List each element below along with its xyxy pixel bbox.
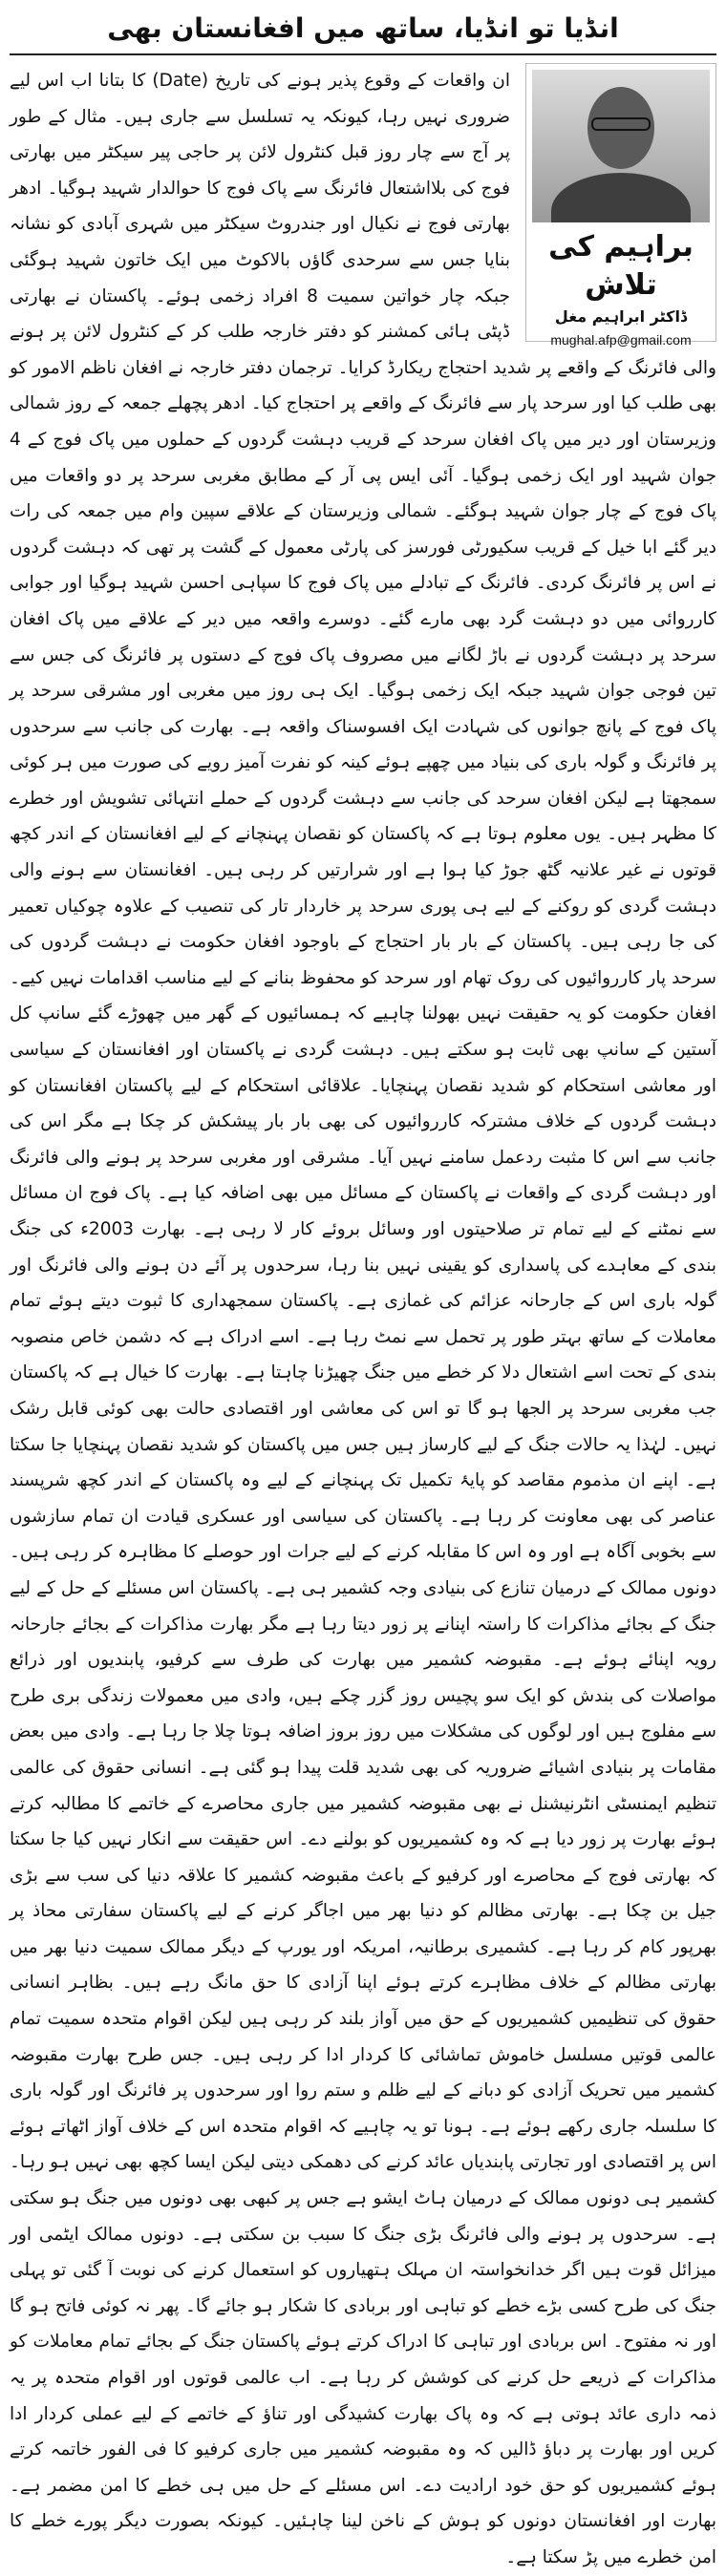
author-name: ڈاکٹر ابراہیم مغل — [554, 307, 688, 326]
author-email[interactable]: mughal.afp@gmail.com — [550, 332, 692, 348]
article-body: ان واقعات کے وقوع پذیر ہونے کی تاریخ (Date) کا بتانا اب اس لیے ضروری نہیں رہا، کیونکہ یہ تسلسل سے جاری ہیں۔ مثال کے طور پر آج سے چار روز قبل کنٹرول لائن پر حاجی پیر سیکٹر میں بھارتی فوج کی بلااشتعال فائرنگ سے پاک فوج کا حوالدار شہید ہوگیا۔ ادھر بھارتی فوج نے نکیال اور جندروٹ سیکٹر میں شہری آبادی کو نشانہ بنایا جس سے سرحدی گاؤں بالاکوٹ میں ایک خاتون شہید ہوگئی جبکہ چار خواتین سمیت 8 افراد زخمی ہوئے۔ پاکستان نے بھارتی ڈپٹی ہائی کمشنر کو دفتر خارجہ طلب کر کے کنٹرول لائن پر ہونے والی فائرنگ کے واقعے پر شدید احتجاج ریکارڈ کرایا۔ ترجمان دفتر خارجہ نے افغان ناظم الامور کو بھی طلب کیا اور سرحد پار سے فائرنگ کے واقعے پر احتجاج کیا۔ ادھر پچھلے جمعہ کے روز شمالی وزیرستان اور دیر میں پاک افغان سرحد کے قریب دہشت گردوں کے حملوں میں پاک فوج کے 4 جوان شہید اور ایک زخمی ہوگیا۔ آئی ایس پی آر کے مطابق مغربی سرحد پر دو واقعات میں پاک فوج کے چار جوان شہید ہوگئے۔ شمالی وزیرستان کے علاقے سپین وام میں جمعہ کی رات دیر گئے ابا خیل کے قریب سکیورٹی فورسز کی پارٹی معمول کے گشت پر تھی کہ دہشت گردوں نے اس پر فائرنگ کردی۔ فائرنگ کے تبادلے میں پاک فوج کا سپاہی احسن شہید ہوگیا اور جوابی کارروائی میں دو دہشت گرد بھی مارے گئے۔ دوسرے واقعہ میں دیر کے علاقے میں پاک افغان سرحد پر دہشت گردوں نے باڑ لگانے میں مصروف پاک فوج کے دستوں پر فائرنگ کی جس سے تین فوجی جوان شہید جبکہ ایک زخمی ہوگیا۔ ایک ہی روز میں مغربی اور مشرقی سرحد پر پاک فوج کے پانچ جوانوں کی شہادت ایک افسوسناک واقعہ ہے۔ بھارت کی جانب سے سرحدوں پر فائرنگ و گولہ باری کی بنیاد میں چھپے ہوئے کینہ کو نفرت آمیز رویے کی صورت میں ہر کوئی سمجھتا ہے لیکن افغان سرحد کی جانب سے دہشت گردوں کے حملے انتہائی تشویش اور خطرے کا مظہر ہیں۔ یوں معلوم ہوتا ہے کہ پاکستان کو نقصان پہنچانے کے لیے افغانستان کے اندر کچھ قوتوں نے غیر علانیہ گٹھ جوڑ کیا ہوا ہے اور شرارتیں کر رہی ہیں۔ افغانستان سے ہونے والی دہشت گردی کو روکنے کے لیے ہی پوری سرحد پر خاردار تار کی تنصیب کے علاوہ چوکیاں تعمیر کی جا رہی ہیں۔ پاکستان کے بار بار احتجاج کے باوجود افغان حکومت نے دہشت گردوں کی سرحد پار کارروائیوں کی روک تھام اور سرحد کو محفوظ بنانے کے لیے مناسب اقدامات نہیں کیے۔ افغان حکومت کو یہ حقیقت نہیں بھولنا چاہیے کہ ہمسائیوں کے گھر میں چھوڑے گئے سانپ کل آستین کے سانپ بھی ثابت ہو سکتے ہیں۔ دہشت گردی نے پاکستان اور افغانستان کے سیاسی اور معاشی استحکام کو شدید نقصان پہنچایا۔ علاقائی استحکام کے لیے پاکستان افغانستان کو دہشت گردوں کے خلاف مشترکہ کارروائیوں کی بھی بار بار پیشکش کر چکا ہے مگر اس کی جانب سے اس کا مثبت ردعمل سامنے نہیں آیا۔ مشرقی اور مغربی سرحد پر ہونے والی فائرنگ اور دہشت گردی کے واقعات نے پاکستان کے مسائل میں بھی اضافہ کیا ہے۔ پاک فوج ان مسائل سے نمٹنے کے لیے تمام تر صلاحیتوں اور وسائل بروئے کار لا رہی ہے۔ بھارت 2003ء کی جنگ بندی کے معاہدے کی پاسداری کو یقینی نہیں بنا رہا، سرحدوں پر آئے دن ہونے والی فائرنگ اور گولہ باری اس کے جارحانہ عزائم کی غمازی ہے۔ پاکستان سمجھداری کا ثبوت دیتے ہوئے تمام معاملات کے ساتھ بہتر طور پر تحمل سے نمٹ رہا ہے۔ اسے ادراک ہے کہ دشمن خاص منصوبہ بندی کے تحت اسے اشتعال دلا کر خطے میں جنگ چھیڑنا چاہتا ہے۔ بھارت کا خیال ہے کہ پاکستان جب مغربی سرحد پر الجھا ہو گا تو اس کی معاشی اور اقتصادی حالت بھی کوئی قابل رشک نہیں۔ لہٰذا یہ حالات جنگ کے لیے کارساز ہیں جس میں پاکستان کو شدید نقصان پہنچایا جا سکتا ہے۔ اپنے ان مذموم مقاصد کو پایۂ تکمیل تک پہنچانے کے لیے وہ پاکستان کے اندر کچھ شرپسند عناصر کی بھی معاونت کر رہا ہے۔ پاکستان کی سیاسی اور عسکری قیادت ان تمام سازشوں سے بخوبی آگاہ ہے اور وہ اس کا مقابلہ کرنے کے لیے جرات اور حوصلے کا مظاہرہ کر رہی ہیں۔ دونوں ممالک کے درمیان تنازع کی بنیادی وجہ کشمیر ہی ہے۔ پاکستان اس مسئلے کے حل کے لیے جنگ کے بجائے مذاکرات کا راستہ اپنانے پر زور دیتا رہا ہے مگر بھارت مذاکرات کے بجائے جارحانہ رویہ اپنائے ہوئے ہے۔ مقبوضہ کشمیر میں بھارت کی طرف سے کرفیو، پابندیوں اور ذرائع مواصلات کی بندش کو ایک سو پچیس روز گزر چکے ہیں، وادی میں معمولات زندگی بری طرح سے مفلوج ہیں اور لوگوں کی مشکلات میں روز بروز اضافہ ہوتا چلا جا رہا ہے۔ وادی میں بعض مقامات پر بنیادی اشیائے ضروریہ کی بھی شدید قلت پیدا ہو گئی ہے۔ انسانی حقوق کی عالمی تنظیم ایمنسٹی انٹرنیشنل نے بھی مقبوضہ کشمیر میں جاری محاصرے کے خاتمے کا مطالبہ کرتے ہوئے بھارت پر زور دیا ہے کہ وہ کشمیریوں کو بولنے دے۔ اس حقیقت سے انکار نہیں کیا جا سکتا کہ بھارتی فوج کے محاصرے اور کرفیو کے باعث مقبوضہ کشمیر کا علاقہ دنیا کی سب سے بڑی جیل بن چکا ہے۔ بھارتی مظالم کو دنیا بھر میں اجاگر کرنے کے لیے پاکستان سفارتی محاذ پر بھرپور کام کر رہا ہے۔ کشمیری برطانیہ، امریکہ اور یورپ کے دیگر ممالک سمیت دنیا بھر میں بھارتی مظالم کے خلاف مظاہرے کرتے ہوئے اپنا آزادی کا حق مانگ رہے ہیں۔ بظاہر انسانی حقوق کی تنظیمیں کشمیریوں کے حق میں آواز بلند کر رہی ہیں لیکن اقوام متحدہ سمیت تمام عالمی قوتیں مسلسل خاموش تماشائی کا کردار ادا کر رہی ہیں۔ جس طرح بھارت مقبوضہ کشمیر میں تحریک آزادی کو دبانے کے لیے ظلم و ستم روا اور سرحدوں پر فائرنگ اور گولہ باری کا سلسلہ جاری رکھے ہوئے ہے۔ ہونا تو یہ چاہیے کہ اقوام متحدہ اس کے خلاف آواز اٹھاتے ہوئے اس پر اقتصادی اور تجارتی پابندیاں عائد کرنے کی دھمکی دیتی لیکن ایسا کچھ بھی نہیں ہو رہا۔ کشمیر ہی دونوں ممالک کے درمیان ہاٹ ایشو ہے جس پر کبھی بھی دونوں میں جنگ ہو سکتی ہے۔ سرحدوں پر ہونے والی فائرنگ بڑی جنگ کا سبب بن سکتی ہے۔ دونوں ممالک ایٹمی اور میزائل قوت ہیں اگر خدانخواستہ ان مہلک ہتھیاروں کو استعمال کرنے کی نوبت آ گئی تو پہلی جنگ کی طرح کسی بڑے خطے کو تباہی اور بربادی کا شکار ہو جائے گا۔ پھر نہ کوئی فاتح ہو گا اور نہ مفتوح۔ اس بربادی اور تباہی کا ادراک کرتے ہوئے پاکستان جنگ کے بجائے تمام معاملات کو مذاکرات کے ذریعے حل کرنے کی کوشش کر رہا ہے۔ اب عالمی قوتوں اور اقوام متحدہ پر یہ ذمہ داری عائد ہوتی ہے کہ وہ پاک بھارت کشیدگی اور تناؤ کے خاتمے کے لیے عملی کردار ادا کریں اور بھارت پر دباؤ ڈالیں کہ وہ مقبوضہ کشمیر میں جاری کرفیو کا فی الفور خاتمہ کرتے ہوئے کشمیریوں کو حق خود ارادیت دے۔ اس مسئلے کے حل میں ہی خطے کا امن مضمر ہے۔ بھارت اور افغانستان دونوں کو ہوش کے ناخن لینا چاہئیں۔ کیونکہ بصورت دیگر پورے خطے کا امن خطرے میں پڑ سکتا ہے۔ — [10, 71, 716, 2567]
author-photo — [532, 70, 710, 222]
columnist-byline — [525, 63, 716, 348]
column-title: براہیم کی تلاش — [548, 230, 694, 302]
headline: انڈیا تو انڈیا، ساتھ میں افغانستان بھی — [10, 8, 716, 55]
